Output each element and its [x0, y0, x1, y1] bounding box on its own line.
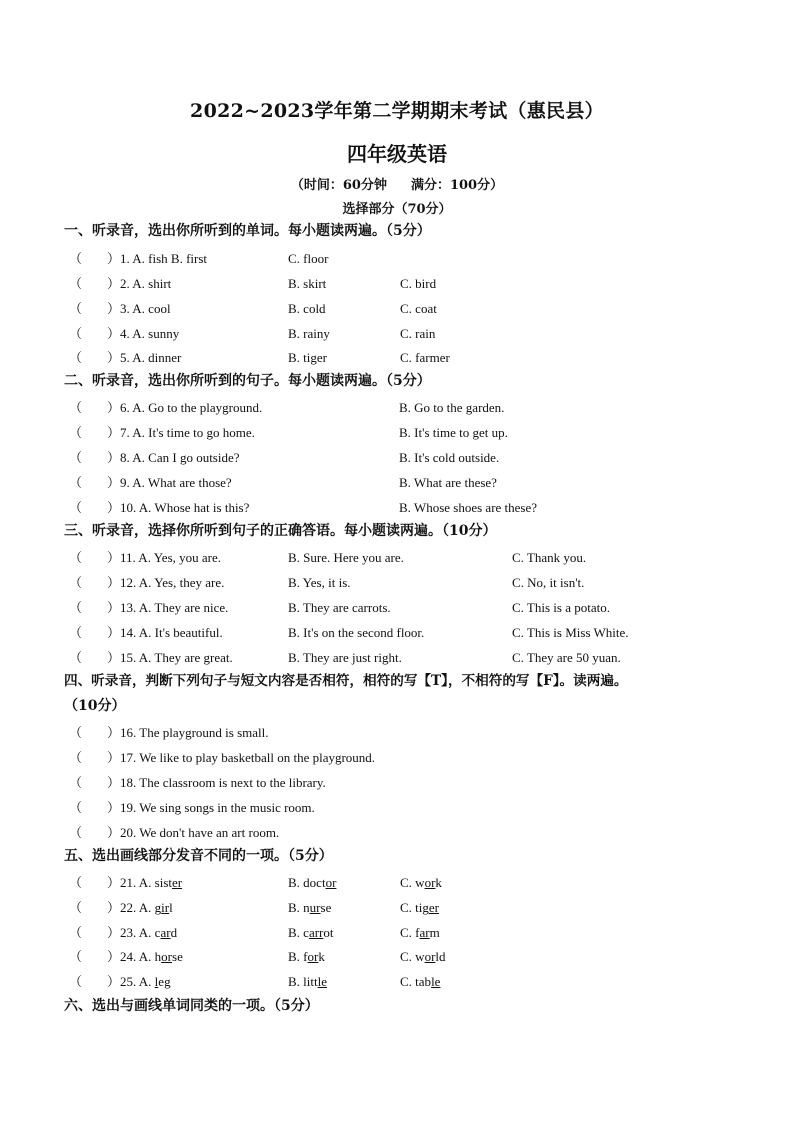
question-stem: 12. A. Yes, they are. — [120, 575, 225, 590]
option-c: C. table — [400, 974, 441, 989]
answer-blank-right: ） — [107, 500, 121, 515]
option-b: B. nurse — [288, 900, 332, 915]
option-b: B. It's on the second floor. — [288, 625, 425, 640]
option-b: B. They are carrots. — [288, 600, 391, 615]
part-label: 选择部分（70分） — [342, 202, 452, 217]
question-row — [69, 321, 769, 346]
question-row — [69, 345, 769, 370]
question-stem: 13. A. They are nice. — [120, 600, 229, 615]
answer-blank-right: ） — [107, 251, 121, 266]
option-b: B. little — [288, 974, 328, 989]
question-stem: 15. A. They are great. — [120, 650, 233, 665]
question-row — [69, 645, 769, 670]
exam-meta — [0, 174, 794, 193]
exam-score: 满分：100分） — [410, 178, 504, 193]
option-c: C. coat — [400, 301, 437, 316]
answer-blank-left: （ — [69, 326, 83, 341]
section-2-heading: 二、听录音，选出你所听到的句子。每小题读两遍。（5分） — [64, 373, 431, 389]
option-b: B. It's cold outside. — [399, 450, 500, 465]
question-stem: 9. A. What are those? — [120, 475, 232, 490]
option-b: B. Yes, it is. — [288, 575, 351, 590]
answer-blank-right: ） — [107, 650, 121, 665]
option-b: B. carrot — [288, 925, 334, 940]
answer-blank-left: （ — [69, 650, 83, 665]
section-4-heading: 四、听录音，判断下列句子与短文内容是否相符，相符的写【T】，不相符的写【F】。读两遍。 — [64, 673, 628, 689]
section-6-heading: 六、选出与画线单词同类的一项。（5分） — [64, 998, 319, 1014]
answer-blank-right: ） — [107, 900, 121, 915]
underlined-letters: er — [172, 875, 183, 890]
answer-blank-left: （ — [69, 575, 83, 590]
question-row — [69, 545, 769, 570]
section-3-heading: 三、听录音，选择你所听到句子的正确答语。每小题读两遍。（10分） — [64, 523, 497, 539]
option-a: 23. A. card — [120, 925, 178, 940]
question-stem: 5. A. dinner — [120, 350, 182, 365]
answer-blank-left: （ — [69, 301, 83, 316]
answer-blank-right: ） — [107, 550, 121, 565]
underlined-letters: ar — [419, 925, 430, 940]
question-row — [69, 246, 769, 271]
exam-subtitle: 四年级英语 — [347, 142, 447, 166]
option-c: C. world — [400, 949, 446, 964]
underlined-letters: le — [317, 974, 328, 989]
answer-blank-left: （ — [69, 925, 83, 940]
underlined-letters: ir — [161, 900, 170, 915]
option-b: B. Sure. Here you are. — [288, 550, 404, 565]
option-b: B. It's time to get up. — [399, 425, 508, 440]
option-c: C. rain — [400, 326, 436, 341]
answer-blank-right: ） — [107, 925, 121, 940]
underlined-letters: ur — [309, 900, 321, 915]
question-row — [69, 720, 769, 745]
option-a: 24. A. horse — [120, 949, 183, 964]
exam-time: （时间：60分钟 — [290, 178, 387, 193]
question-row — [69, 795, 769, 820]
question-stem: 20. We don't have an art room. — [120, 825, 280, 840]
answer-blank-left: （ — [69, 400, 83, 415]
option-a: 22. A. girl — [120, 900, 173, 915]
question-row — [69, 445, 769, 470]
answer-blank-right: ） — [107, 326, 121, 341]
question-stem: 10. A. Whose hat is this? — [120, 500, 250, 515]
underlined-letters: ar — [160, 925, 171, 940]
underlined-letters: arr — [308, 925, 324, 940]
option-b: B. skirt — [288, 276, 327, 291]
question-row — [69, 495, 769, 520]
answer-blank-left: （ — [69, 600, 83, 615]
question-row — [69, 395, 769, 420]
option-c: C. No, it isn't. — [512, 575, 585, 590]
question-row — [69, 870, 769, 895]
underlined-letters: or — [307, 949, 319, 964]
question-row — [69, 770, 769, 795]
answer-blank-left: （ — [69, 725, 83, 740]
option-b: B. cold — [288, 301, 326, 316]
section-1-heading: 一、听录音，选出你所听到的单词。每小题读两遍。（5分） — [64, 223, 431, 239]
question-stem: 17. We like to play basketball on the playground. — [120, 750, 376, 765]
question-stem: 14. A. It's beautiful. — [120, 625, 223, 640]
answer-blank-left: （ — [69, 350, 83, 365]
answer-blank-right: ） — [107, 625, 121, 640]
question-row — [69, 595, 769, 620]
answer-blank-left: （ — [69, 625, 83, 640]
answer-blank-left: （ — [69, 800, 83, 815]
question-stem: 8. A. Can I go outside? — [120, 450, 240, 465]
question-row — [69, 944, 769, 969]
option-b: B. Whose shoes are these? — [399, 500, 538, 515]
option-c: C. tiger — [400, 900, 440, 915]
question-row — [69, 470, 769, 495]
answer-blank-right: ） — [107, 475, 121, 490]
answer-blank-right: ） — [107, 974, 121, 989]
answer-blank-right: ） — [107, 425, 121, 440]
underlined-letters: le — [431, 974, 441, 989]
option-b: B. tiger — [288, 350, 327, 365]
answer-blank-left: （ — [69, 276, 83, 291]
answer-blank-right: ） — [107, 450, 121, 465]
option-b: B. doctor — [288, 875, 337, 890]
question-row — [69, 420, 769, 445]
answer-blank-right: ） — [107, 949, 121, 964]
option-b: B. rainy — [288, 326, 330, 341]
answer-blank-right: ） — [107, 775, 121, 790]
answer-blank-right: ） — [107, 725, 121, 740]
answer-blank-right: ） — [107, 276, 121, 291]
answer-blank-left: （ — [69, 251, 83, 266]
answer-blank-left: （ — [69, 875, 83, 890]
answer-blank-right: ） — [107, 825, 121, 840]
option-b: B. fork — [288, 949, 325, 964]
option-b: B. Go to the garden. — [399, 400, 505, 415]
question-row — [69, 296, 769, 321]
option-c: C. work — [400, 875, 442, 890]
question-stem: 7. A. It's time to go home. — [120, 425, 255, 440]
answer-blank-right: ） — [107, 750, 121, 765]
underlined-letters: l — [154, 974, 159, 989]
answer-blank-right: ） — [107, 400, 121, 415]
underlined-letters: or — [424, 949, 436, 964]
answer-blank-left: （ — [69, 900, 83, 915]
option-c: C. They are 50 yuan. — [512, 650, 621, 665]
underlined-letters: or — [161, 949, 173, 964]
option-b: B. What are these? — [399, 475, 497, 490]
option-c: C. bird — [400, 276, 437, 291]
answer-blank-right: ） — [107, 875, 121, 890]
answer-blank-left: （ — [69, 475, 83, 490]
question-row — [69, 570, 769, 595]
option-c: C. This is a potato. — [512, 600, 610, 615]
option-a: 21. A. sister — [120, 875, 183, 890]
option-c: C. This is Miss White. — [512, 625, 629, 640]
question-stem: 16. The playground is small. — [120, 725, 269, 740]
question-stem: 1. A. fish B. first — [120, 251, 208, 266]
question-row — [69, 271, 769, 296]
answer-blank-left: （ — [69, 775, 83, 790]
question-stem: 18. The classroom is next to the library. — [120, 775, 326, 790]
option-c: C. floor — [288, 251, 329, 266]
question-stem: 4. A. sunny — [120, 326, 180, 341]
answer-blank-right: ） — [107, 301, 121, 316]
answer-blank-left: （ — [69, 550, 83, 565]
underlined-letters: or — [424, 875, 436, 890]
question-row — [69, 620, 769, 645]
answer-blank-left: （ — [69, 825, 83, 840]
option-c: C. farmer — [400, 350, 450, 365]
answer-blank-right: ） — [107, 350, 121, 365]
section-4-heading-points: （10分） — [64, 698, 126, 714]
question-stem: 19. We sing songs in the music room. — [120, 800, 315, 815]
answer-blank-left: （ — [69, 974, 83, 989]
question-stem: 3. A. cool — [120, 301, 171, 316]
question-stem: 2. A. shirt — [120, 276, 172, 291]
answer-blank-right: ） — [107, 575, 121, 590]
answer-blank-left: （ — [69, 425, 83, 440]
underlined-letters: or — [325, 875, 337, 890]
question-row — [69, 920, 769, 945]
answer-blank-left: （ — [69, 750, 83, 765]
answer-blank-right: ） — [107, 800, 121, 815]
question-stem: 6. A. Go to the playground. — [120, 400, 263, 415]
answer-blank-left: （ — [69, 450, 83, 465]
option-c: C. Thank you. — [512, 550, 587, 565]
option-a: 25. A. leg — [120, 974, 171, 989]
question-row — [69, 969, 769, 994]
question-stem: 11. A. Yes, you are. — [120, 550, 221, 565]
answer-blank-left: （ — [69, 949, 83, 964]
option-c: C. farm — [400, 925, 440, 940]
question-row — [69, 820, 769, 845]
exam-title: 2022~2023学年第二学期期末考试（惠民县） — [190, 100, 604, 122]
answer-blank-left: （ — [69, 500, 83, 515]
option-b: B. They are just right. — [288, 650, 402, 665]
section-5-heading: 五、选出画线部分发音不同的一项。（5分） — [64, 848, 333, 864]
underlined-letters: er — [428, 900, 440, 915]
answer-blank-right: ） — [107, 600, 121, 615]
question-row — [69, 745, 769, 770]
question-row — [69, 895, 769, 920]
